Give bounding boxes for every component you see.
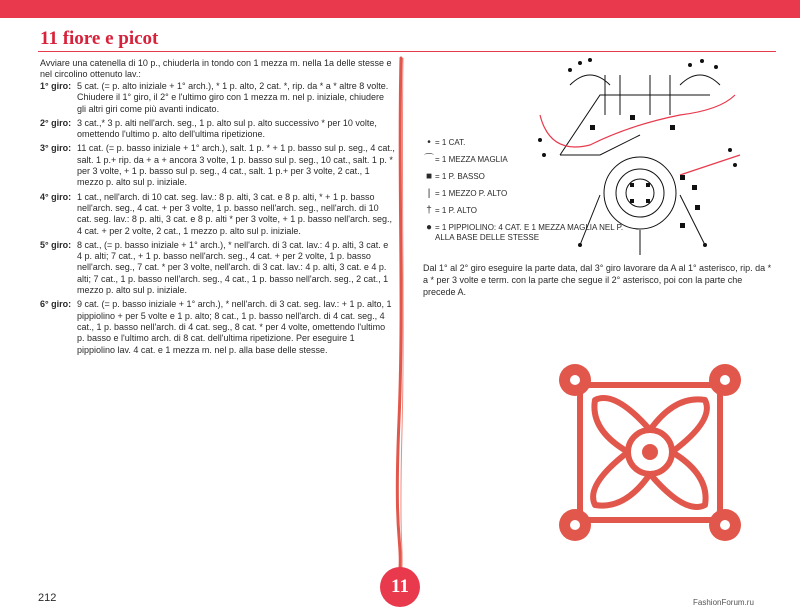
square-icon: ■ (425, 171, 433, 182)
page-number: 212 (38, 592, 57, 604)
round-text: 1 cat., nell'arch. di 10 cat. seg. lav.: 8 p. alti, 3 cat. e 8 p. alti, * + 1 p. basso nell'arch. seg., 4 cat. + per 3 volte, 1 p. basso nell'arch. seg., nell'arch. di 10 cat. seg. lav.: 8 p. alti, 3 cat. e 8 p. alti * per 3 volte, + 1 p. basso nell'arch. seg., 4 cat. + per 2 volte, 2 cat., 1 mezzo p. alto sul p. iniziale. (77, 191, 392, 236)
legend-item (423, 189, 625, 199)
crochet-motif-photo (545, 350, 755, 555)
legend-label: = 1 PIPPIOLINO: 4 CAT. E 1 MEZZA MAGLIA NEL P. ALLA BASE DELLE STESSE (435, 223, 624, 242)
legend-label: = 1 P. BASSO (435, 172, 485, 181)
round-label: 4° giro: (40, 191, 72, 202)
arc-icon: ⌒ (424, 154, 434, 165)
legend-item (423, 172, 625, 182)
round-label: 2° giro: (40, 117, 72, 128)
legend-item (423, 155, 625, 165)
legend-label: = 1 P. ALTO (435, 206, 478, 215)
round-label: 3° giro: (40, 143, 72, 154)
drop-icon: ● (425, 222, 433, 233)
legend-item (423, 138, 625, 148)
legend-item (423, 206, 625, 216)
round-text: 9 cat. (= p. basso iniziale + 1° arch.), * nell'arch. di 3 cat. seg. lav.: + 1 p. alto, 1 pippiolino + per 5 volte e 1 p. alto; 8 cat., 1 p. basso nell'arch. di 4 cat. seg., 4 cat., 1 p. basso nell'arch. di 4 cat. seg., 8 cat. * per 4 volte, omettendo l'ultimo p. basso e l'ultimo arch. di 8 cat. dell'ultima ripetizione. Per eseguire 1 pippiolino lav. 4 cat. e 1 mezza m. nel p. alla base delle stesse. (77, 299, 392, 355)
chapter-badge: 11 (380, 567, 420, 607)
page-title: 11 fiore e picot (40, 28, 159, 49)
legend-label: = 1 MEZZO P. ALTO (435, 189, 508, 198)
round-text: 3 cat.,* 3 p. alti nell'arch. seg., 1 p. alto sul p. alto successivo * per 10 volte, omettendo l'ultimo p. alto dell'ultima ripetizione. (77, 117, 377, 140)
dot-icon: • (427, 137, 431, 148)
legend-label: = 1 MEZZA MAGLIA (435, 155, 508, 164)
stitch-legend (423, 138, 625, 250)
round-text: 11 cat. (= p. basso iniziale + 1° arch.), salt. 1 p. * + 1 p. basso sul p. seg., 4 cat., salt. 1 p.+ rip. da + a + ancora 3 volte, 1 p. basso sul p. seg., 10 cat., salt. 1 p. * per 3 volte, + 1 p. basso sul p. seg., 4 cat., salt. 1 p.+ per 3 volte, 2 cat., 1 mezzo p. alto sul p. iniziale. (77, 143, 395, 188)
round-text: 8 cat., (= p. basso iniziale + 1° arch.), * nell'arch. di 3 cat. lav.: 4 p. alti, 3 cat. e 4 p. alti; 7 cat., + 1 p. basso nell'arch. seg., 4 cat. + per 2 volte, 1 p. basso nell'arch. seg., 7 cat. * per 3 volte, nell'arch. di 3 cat. lav.: 4 p. alti, 3 cat. e 4 p. alti; 7 cat., 1 p. basso nell'arch. seg., 4 cat., 1 p. basso nell'arch. seg., 2 cat., 1 mezzo p. alto sul p. iniziale. (77, 239, 389, 296)
legend-label: = 1 CAT. (435, 138, 466, 147)
round-label: 1° giro: (40, 81, 72, 91)
legend-item (423, 223, 625, 243)
bar-icon: | (427, 188, 431, 199)
assembly-note: Dal 1° al 2° giro eseguire la parte data, dal 3° giro lavorare da A al 1° asterisco, rip. da * a * per 3 volte e term. con la parte che segue il 2° asterisco, poi con la parte che precede A. (423, 263, 772, 297)
dagger-icon: † (426, 205, 432, 216)
round-text: 5 cat. (= p. alto iniziale + 1° arch.), * 1 p. alto, 2 cat. *, rip. da * a * altre 8 volte. Chiudere il 1° giro, il 2° e l'ultimo giro con 1 mezza m. nel p. iniziale, chiudere gli altri giri come più avanti indicato. (77, 81, 389, 114)
watermark-text: FashionForum.ru (693, 598, 754, 607)
round-label: 5° giro: (40, 239, 72, 250)
intro-text: Avviare una catenella di 10 p., chiuderla in tondo con 1 mezza m. nella 1a delle stesse e nel circolino ottenuto lav.: (40, 58, 392, 80)
round-label: 6° giro: (40, 299, 72, 310)
